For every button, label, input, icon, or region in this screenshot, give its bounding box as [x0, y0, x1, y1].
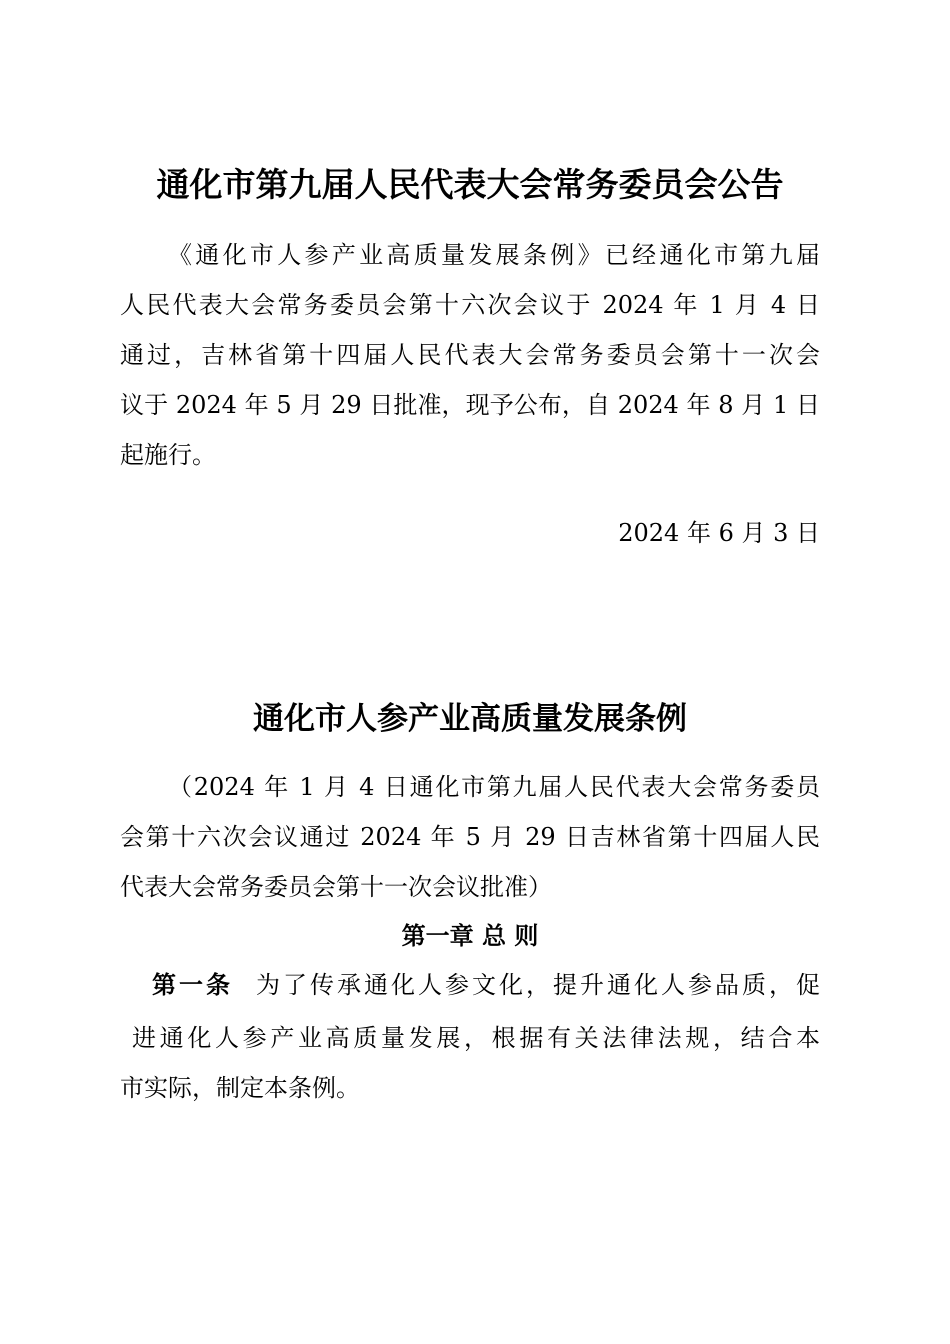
announcement-date: 2024 年 6 月 3 日	[618, 519, 820, 547]
announcement-body-line: 人民代表大会常务委员会第十六次会议于 2024 年 1 月 4 日	[120, 291, 820, 319]
announcement-body-line: 起施行。	[120, 441, 216, 469]
article-1-text: 为了传承通化人参文化，提升通化人参品质，促	[253, 971, 820, 999]
article-1-line: 市实际，制定本条例。	[120, 1074, 360, 1102]
adoption-note-line: 代表大会常务委员会第十一次会议批准）	[120, 873, 552, 901]
announcement-body-line: 议于 2024 年 5 月 29 日批准，现予公布，自 2024 年 8 月 1 日	[120, 391, 820, 419]
regulation-title: 通化市人参产业高质量发展条例	[253, 701, 687, 737]
adoption-note-line: 会第十六次会议通过 2024 年 5 月 29 日吉林省第十四届人民	[120, 823, 820, 851]
article-1-line: 进通化人参产业高质量发展，根据有关法律法规，结合本	[132, 1024, 820, 1052]
chapter-heading: 第一章 总 则	[401, 922, 539, 950]
announcement-title: 通化市第九届人民代表大会常务委员会公告	[156, 165, 784, 204]
adoption-note-line: （2024 年 1 月 4 日通化市第九届人民代表大会常务委员	[168, 773, 820, 801]
article-label: 第一条	[152, 971, 233, 999]
announcement-body-line: 《通化市人参产业高质量发展条例》已经通化市第九届	[168, 241, 820, 269]
announcement-body-line: 通过，吉林省第十四届人民代表大会常务委员会第十一次会	[120, 341, 820, 369]
article-1-line	[120, 968, 820, 1002]
